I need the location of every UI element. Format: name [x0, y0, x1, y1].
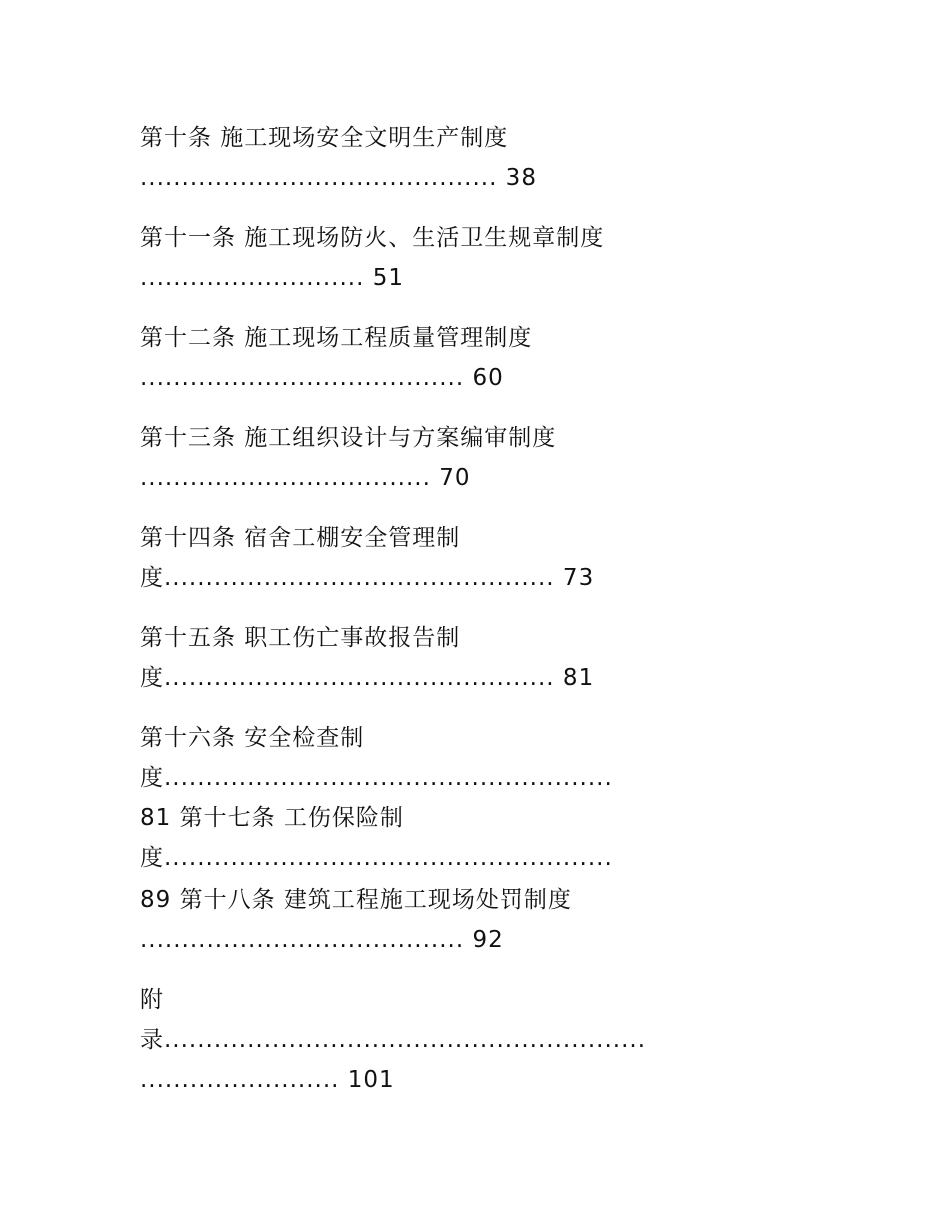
toc-line: 度............................................... 81 — [140, 665, 595, 691]
toc-line: 第十四条 宿舍工棚安全管理制 — [140, 525, 461, 551]
toc-line: ....................................... 60 — [140, 365, 504, 391]
toc-line: 第十六条 安全检查制 — [140, 725, 365, 751]
toc-line: 附 — [140, 987, 164, 1013]
toc-line: 度...................................................... — [140, 845, 613, 871]
toc-line: ........................................... 38 — [140, 165, 537, 191]
toc-line: 录.......................................................... — [140, 1027, 647, 1053]
toc-line: 度............................................... 73 — [140, 565, 595, 591]
toc-line: ........................... 51 — [140, 265, 404, 291]
toc-line: 第十三条 施工组织设计与方案编审制度 — [140, 425, 557, 451]
toc-line: ........................ 101 — [140, 1067, 395, 1093]
toc-line: 第十五条 职工伤亡事故报告制 — [140, 625, 461, 651]
toc-line: 第十条 施工现场安全文明生产制度 — [140, 125, 509, 151]
toc-line: ................................... 70 — [140, 465, 471, 491]
toc-line: ....................................... 92 — [140, 927, 504, 953]
toc-line: 81 第十七条 工伤保险制 — [140, 805, 404, 831]
toc-line: 89 第十八条 建筑工程施工现场处罚制度 — [140, 887, 572, 913]
toc-line: 第十二条 施工现场工程质量管理制度 — [140, 325, 533, 351]
toc-line: 度...................................................... — [140, 765, 613, 791]
toc-line: 第十一条 施工现场防火、生活卫生规章制度 — [140, 225, 605, 251]
